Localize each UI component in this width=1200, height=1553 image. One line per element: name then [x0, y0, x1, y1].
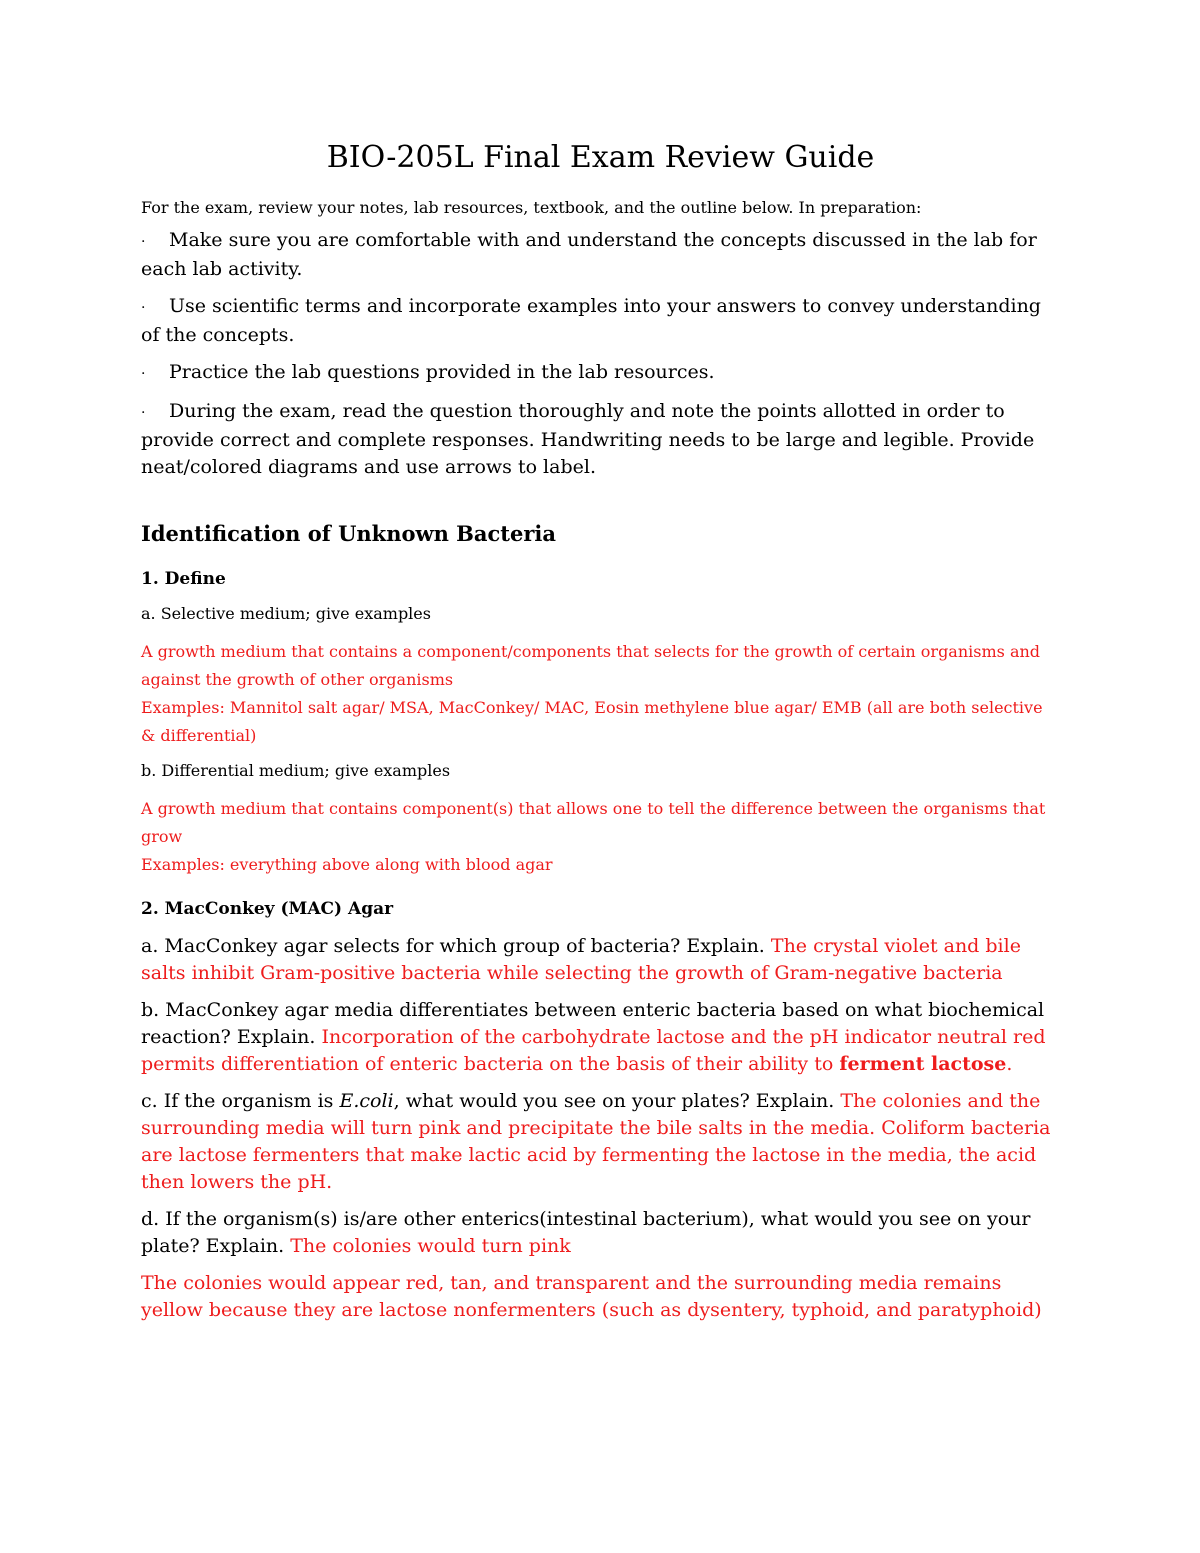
answer-examples: Examples: everything above along with blood agar	[141, 855, 553, 874]
question-text: d. If the organism(s) is/are other enterics(intestinal bacterium), what would you see on your plate? Explain.	[141, 1208, 1031, 1257]
bullet-marker: ·	[141, 234, 146, 250]
answer-text: A growth medium that contains a component/components that selects for the growth of certain organisms and against the growth of other organisms	[141, 642, 1041, 689]
question-2	[141, 897, 1060, 1324]
answer-examples: Examples: Mannitol salt agar/ MSA, MacConkey/ MAC, Eosin methylene blue agar/ EMB (all are both selective & differential)	[141, 698, 1043, 745]
answer-emphasis: ferment lactose	[839, 1053, 1007, 1075]
section-heading: Identification of Unknown Bacteria	[141, 521, 557, 546]
question-heading: 1. Define	[141, 569, 226, 589]
sub-question-2a	[141, 933, 1060, 987]
answer-text: The colonies would turn pink	[290, 1235, 571, 1257]
answer-1b	[141, 795, 1060, 879]
question-heading: 2. MacConkey (MAC) Agar	[141, 899, 394, 919]
bullet-marker: ·	[141, 366, 146, 382]
question-text: c. If the organism is	[141, 1090, 340, 1112]
organism-name: E.coli	[339, 1090, 394, 1112]
bullet-item	[141, 359, 1060, 388]
answer-end: .	[1006, 1053, 1013, 1075]
bullet-item	[141, 227, 1060, 283]
bullet-text: Make sure you are comfortable with and understand the concepts discussed in the lab for each lab activity.	[141, 229, 1037, 280]
question-1	[141, 567, 1060, 879]
answer-1a	[141, 638, 1060, 750]
question-text: , what would you see on your plates? Explain.	[393, 1090, 841, 1112]
answer-text: The crystal violet and bile salts inhibit Gram-positive bacteria while selecting the growth of Gram-negative bacteria	[141, 935, 1021, 984]
bullet-item	[141, 293, 1060, 349]
page-title: BIO-205L Final Exam Review Guide	[326, 140, 875, 175]
intro-text: For the exam, review your notes, lab resources, textbook, and the outline below. In preparation:	[141, 198, 922, 217]
sub-question-2b	[141, 997, 1060, 1078]
sub-question-1a: a. Selective medium; give examples	[141, 604, 431, 623]
answer-text: A growth medium that contains component(s) that allows one to tell the difference between the organisms that grow	[141, 799, 1046, 846]
bullet-marker: ·	[141, 405, 146, 421]
bullet-marker: ·	[141, 300, 146, 316]
bullet-text: During the exam, read the question thoroughly and note the points allotted in order to provide correct and complete responses. Handwriting needs to be large and legible. Provide neat/colored diagrams and use arrows to label.	[141, 400, 1035, 478]
sub-question-1b: b. Differential medium; give examples	[141, 761, 451, 780]
answer-text: The colonies and the surrounding media will turn pink and precipitate the bile salts in the media. Coliform bacteria are lactose fermenters that make lactic acid by fermenting the lactose in the media, the acid then lowers the pH.	[141, 1090, 1051, 1193]
answer-2d-detail: The colonies would appear red, tan, and transparent and the surrounding media remains yellow because they are lactose nonfermenters (such as dysentery, typhoid, and paratyphoid)	[141, 1272, 1042, 1321]
answer-text: Incorporation of the carbohydrate lactose and the pH indicator neutral red permits differentiation of enteric bacteria on the basis of their ability to	[141, 1026, 1046, 1075]
question-text: a. MacConkey agar selects for which group of bacteria? Explain.	[141, 935, 771, 957]
sub-question-2d	[141, 1206, 1060, 1260]
question-text: b. MacConkey agar media differentiates between enteric bacteria based on what biochemical reaction? Explain.	[141, 999, 1045, 1048]
bullet-text: Use scientific terms and incorporate examples into your answers to convey understanding of the concepts.	[141, 295, 1041, 346]
bullet-list	[141, 227, 1060, 481]
bullet-item	[141, 398, 1060, 481]
sub-question-2c	[141, 1088, 1060, 1196]
bullet-text: Practice the lab questions provided in the lab resources.	[169, 361, 715, 383]
